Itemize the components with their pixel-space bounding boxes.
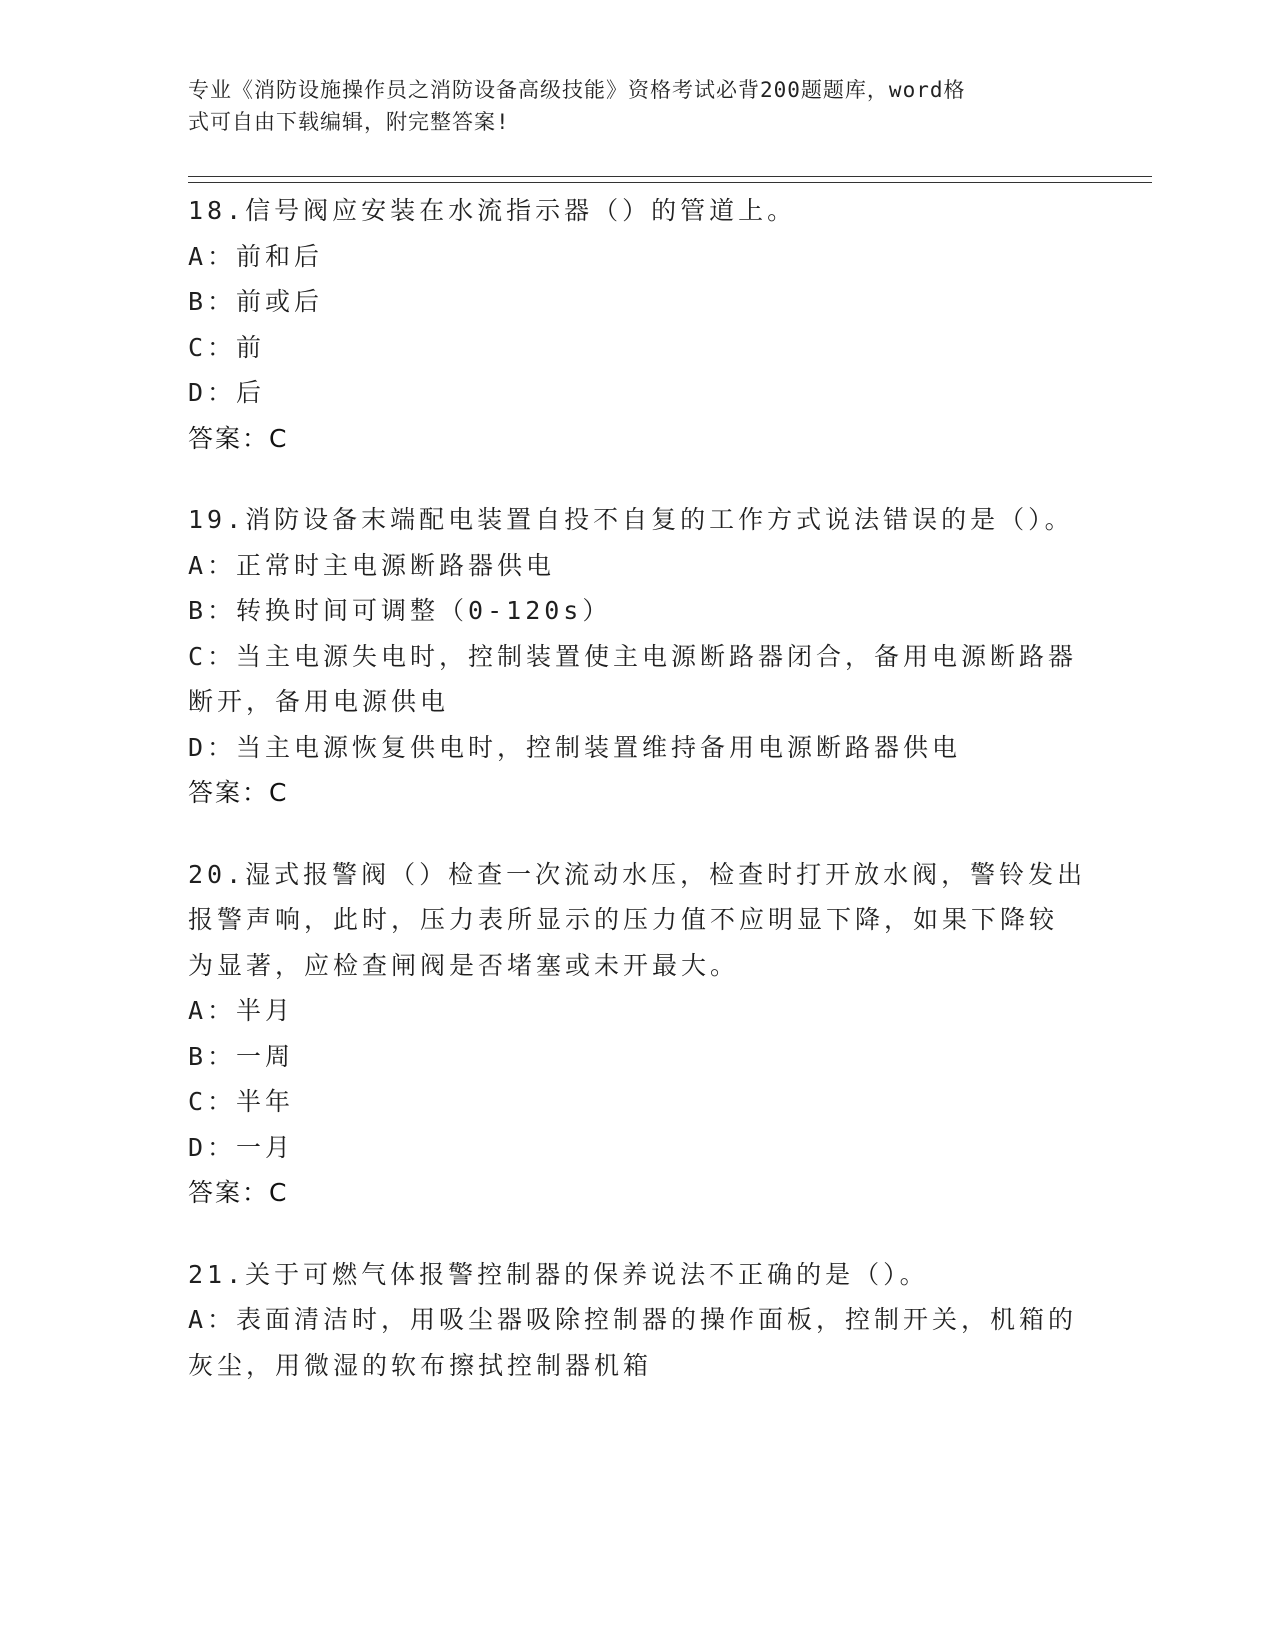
- header-line-2: 式可自由下载编辑，附完整答案!: [188, 110, 510, 134]
- option-c-continued: 断开，备用电源供电: [188, 687, 450, 716]
- option-b: B：前或后: [188, 287, 324, 316]
- question-stem: 21.关于可燃气体报警控制器的保养说法不正确的是（）。: [188, 1259, 929, 1289]
- header-line-1: 专业《消防设施操作员之消防设备高级技能》资格考试必背200题题库，word格: [188, 78, 966, 102]
- question-19: [188, 497, 1088, 816]
- header-divider-bottom: [188, 182, 1152, 183]
- option-c: C：当主电源失电时，控制装置使主电源断路器闭合，备用电源断路器: [188, 641, 1078, 671]
- option-a: A：半月: [188, 996, 295, 1025]
- question-stem-continued: 为显著，应检查闸阀是否堵塞或未开最大。: [188, 950, 740, 980]
- option-a: A：表面清洁时，用吸尘器吸除控制器的操作面板，控制开关，机箱的: [188, 1305, 1078, 1334]
- option-a-continued: 灰尘，用微湿的软布擦拭控制器机箱: [188, 1350, 653, 1380]
- answer-label: 答案：C: [188, 423, 289, 453]
- question-20: [188, 852, 1088, 1216]
- answer-label: 答案：C: [188, 1178, 289, 1207]
- document-header: [188, 74, 1068, 138]
- question-stem: 20.湿式报警阀（）检查一次流动水压，检查时打开放水阀，警铃发出: [188, 859, 1087, 889]
- option-d: D：当主电源恢复供电时，控制装置维持备用电源断路器供电: [188, 732, 962, 762]
- option-b: B：一周: [188, 1041, 295, 1071]
- question-list: [188, 188, 1088, 1424]
- question-stem: 18.信号阀应安装在水流指示器（）的管道上。: [188, 196, 797, 225]
- option-d: D：一月: [188, 1132, 295, 1162]
- option-d: D：后: [188, 378, 266, 407]
- option-c: C：前: [188, 332, 266, 362]
- option-a: A：前和后: [188, 241, 324, 271]
- option-c: C：半年: [188, 1087, 295, 1116]
- option-a: A：正常时主电源断路器供电: [188, 550, 556, 580]
- header-divider-top: [188, 176, 1152, 177]
- question-18: [188, 188, 1088, 461]
- question-stem: 19.消防设备末端配电装置自投不自复的工作方式说法错误的是（）。: [188, 505, 1074, 534]
- answer-label: 答案：C: [188, 778, 289, 807]
- option-b: B：转换时间可调整（0-120s）: [188, 596, 612, 625]
- question-stem-continued: 报警声响，此时，压力表所显示的压力值不应明显下降，如果下降较: [188, 905, 1059, 934]
- question-21: [188, 1252, 1088, 1389]
